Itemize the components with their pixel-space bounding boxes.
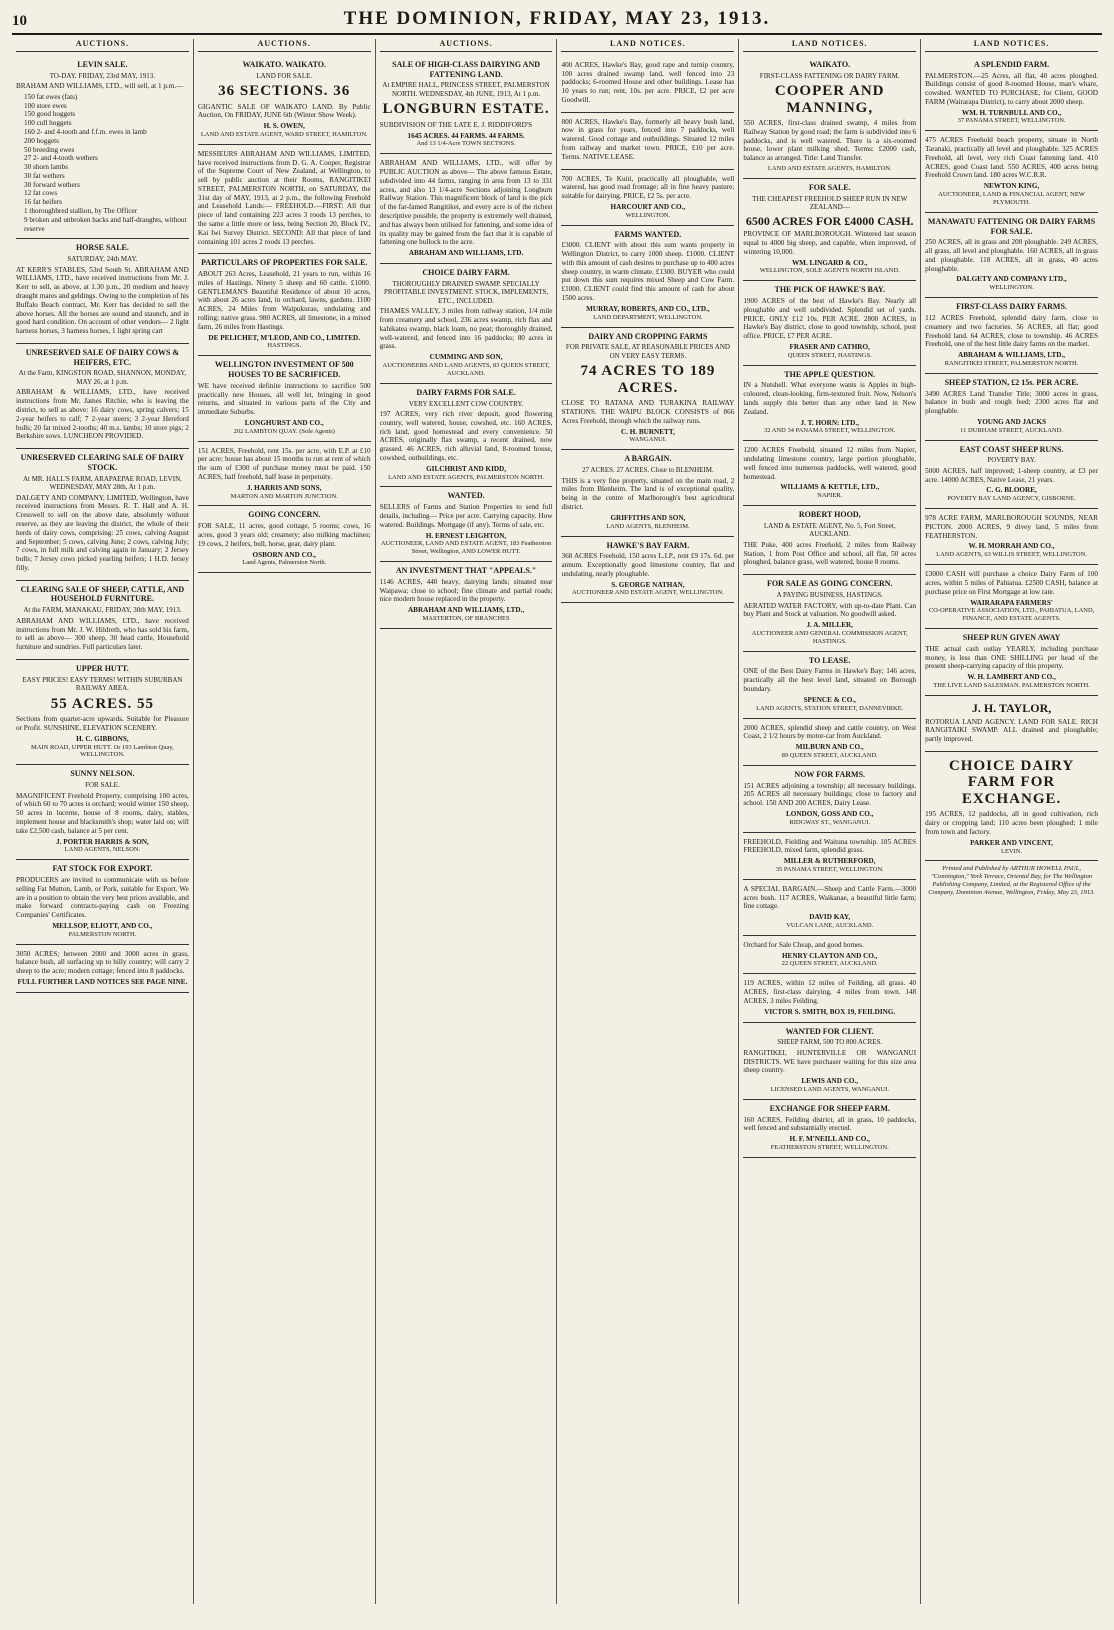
advertiser-address: 32 AND 34 PANAMA STREET, WELLINGTON.: [764, 427, 896, 435]
ad-body: FREEHOLD, Fielding and Waituna township. 185 ACRES FREEHOLD, mixed farm, splendid grass.: [743, 837, 917, 855]
classified-ad: [925, 298, 1098, 374]
advertiser-name: WM. H. TURNBULL AND CO.,: [961, 108, 1062, 117]
ad-body: 368 ACRES Freehold, 150 acres L.I.P., rent £9 17s. 6d. per annum. Exceptionally good limestone country, flat and undulating, nearly ploughable.: [561, 552, 735, 578]
column-header: AUCTIONS.: [16, 39, 189, 52]
ad-heading: GOING CONCERN.: [248, 510, 321, 520]
ad-body: 1200 ACRES Freehold, situated 12 miles from Napier, undulating limestone country, large portion ploughable, well fenced into numerous paddocks, well watered, good homestead.: [743, 446, 917, 481]
advertiser-address: LAND AND ESTATE AGENTS, PALMERSTON NORTH.: [388, 473, 545, 481]
classified-ad: [16, 449, 189, 581]
ad-body: GIGANTIC SALE OF WAIKATO LAND. By Public Auction, On FRIDAY, JUNE 6th (Winter Show Week).: [197, 102, 371, 120]
ad-body: RANGITIKEI, HUNTERVILLE OR WANGANUI DISTRICTS. WE have purchaser waiting for this size area sheep country.: [743, 1048, 917, 1075]
advertiser-name: DE PELICHET, M'LEOD, AND CO., LIMITED.: [208, 333, 361, 342]
classified-ad: [925, 374, 1098, 441]
advertiser-name: C. H. BURNETT,: [620, 427, 675, 436]
ad-body: 250 ACRES, all in grass and 200 ploughable. 249 ACRES, all grass, all level and ploughable. 160 ACRES, all in grass and ploughable. 118 ACRES, all in grass, 40 acres ploughable.: [925, 238, 1098, 273]
ad-item: 12 fat cows: [24, 189, 58, 198]
advertiser-name: J. HARRIS AND SONS,: [246, 483, 322, 492]
classified-ad: [743, 719, 916, 766]
ad-subheading: POVERTY BAY.: [987, 456, 1036, 465]
classified-ad: [16, 581, 189, 660]
advertiser-name: MELLSOP, ELIOTT, AND CO.,: [52, 921, 153, 930]
classified-ad: [16, 344, 189, 449]
advertiser-name: ABRAHAM AND WILLIAMS, LTD.,: [407, 606, 525, 615]
ad-item: 160 2- and 4-tooth and f.f.m. ewes in lamb: [24, 127, 147, 136]
ad-body: IN a Nutshell. What everyone wants is Apples in high-coloured, clean-looking, firm-textured fruit. Now, Nelson's lands supply this better than any other land in New Zealand.: [743, 381, 917, 416]
ad-subheading: SHEEP FARM, 500 TO 800 ACRES.: [777, 1038, 883, 1047]
ad-body: Sections from quarter-acre upwards. Suitable for Pleasure or Profit. SUNSHINE, ELEVATION SCENERY.: [16, 715, 189, 732]
column-2: [194, 39, 376, 1604]
ad-subheading: At EMPIRE HALL, PRINCESS STREET, PALMERSTON NORTH. WEDNESDAY, 4th JUNE, 1913, At 1 p.m.: [382, 81, 550, 98]
ad-heading: SUNNY NELSON.: [70, 769, 135, 779]
advertiser-address: LAND AND ESTATE AGENT, WARD STREET, HAMILTON.: [200, 130, 368, 138]
ad-body: MESSIEURS ABRAHAM AND WILLIAMS, LIMITED, have received instructions from D. G. A. Cooper, Registrar of the Supreme Court of New Zealand, at Wellington, to sell by public auction at their Rooms, RANGITIKEI STREET, PALMERSTON NORTH, on SATURDAY, the 31st day of MAY, 1913, at 2 p.m., the following Freehold and Leasehold Lands:— FREEHOLD.—FIRST: All that piece of land containing 223 acres 3 roods 13 perches, to the same a little more or less, being Section 20, Block IV., Kai Iwi Survey District. SECOND: All that piece of land containing 101 acres 2 roods 13 perches.: [197, 149, 371, 246]
ad-body: WE have received definite instructions to sacrifice 500 practically new Houses, all well let, bringing in good returns, and situated in various parts of the City and immediate Suburbs.: [197, 381, 371, 417]
page-title: THE DOMINION, FRIDAY, MAY 23, 1913.: [343, 7, 771, 29]
ad-body: 3490 ACRES Land Transfer Title; 3000 acres in grass, balance in bush and rough feed; 2300 acres flat and ploughable.: [925, 389, 1098, 416]
ad-heading: SHEEP RUN GIVEN AWAY: [962, 633, 1061, 643]
ad-item: 1 thoroughbred stallion, by The Officer: [24, 206, 138, 215]
advertiser-address: LAND AGENTS, 63 WILLIS STREET, WELLINGTON.: [936, 551, 1087, 559]
ad-body: 151 ACRES, Freehold, rent 15s. per acre, with E.P. at £10 per acre; house has about 15 months to run at rent of which the sum of £300 of purchase money must be paid. 150 ACRES, half freehold, half lease in perpetuity.: [197, 446, 371, 481]
ad-heading: CLEARING SALE OF SHEEP, CATTLE, AND HOUSEHOLD FURNITURE.: [20, 584, 185, 604]
ad-heading: LEVIN SALE.: [77, 59, 128, 69]
advertiser-address: QUEEN STREET, HASTINGS.: [787, 351, 872, 359]
advertiser-address: WELLINGTON.: [989, 284, 1034, 292]
classified-ad: [16, 660, 189, 766]
classified-ad: [16, 945, 189, 993]
ad-body: DALGETY AND COMPANY, LIMITED, Wellington, have received instructions from Messrs. R. T. Hall and A. H. Cresswell to sell on the above date, absolutely without reserve, as they are leaving the district, the whole of their herds of dairy cows, comprising: 25 cows, calving August and September; 5 cows, calving June; 2 cows, calving July; 7 cows, in full milk and calving again in January; 2 Jersey bulls; 7 Jersey cows picked yearling heifers; 1 H.D. Jersey filly.: [16, 493, 189, 572]
column-header: LAND NOTICES.: [925, 39, 1098, 52]
advertiser-name: LONGHURST AND CO.,: [244, 418, 324, 427]
classified-ad: [16, 765, 189, 860]
newspaper-page: [12, 8, 1102, 1608]
ad-heading: WAIKATO. WAIKATO.: [242, 59, 326, 69]
ad-item: 27 2- and 4-tooth wethers: [24, 154, 98, 163]
column-3: [376, 39, 558, 1604]
ad-body: MAGNIFICENT Freehold Property, comprising 100 acres, of which 60 to 70 acres is orchard; would winter 150 sheep, 50 acres in lucerne, house of 8 rooms, dairy, stables, implement house and blacksmith's shop; water laid on; will take £2,500 cash, balance at 5 per cent.: [16, 791, 189, 835]
column-header: LAND NOTICES.: [743, 39, 916, 52]
columns: [12, 39, 1102, 1604]
ad-body: 195 ACRES, 12 paddocks, all in good cultivation, rich dairy or cropping land; 110 acres been ploughed; 1 mile from town and factory.: [925, 810, 1098, 836]
classified-ad: [380, 562, 553, 629]
advertiser-name: ABRAHAM AND WILLIAMS, LTD.: [408, 249, 524, 258]
classified-ad: [198, 356, 371, 441]
classified-ad: [743, 179, 916, 281]
classified-ad: [380, 56, 553, 155]
classified-ad: [198, 506, 371, 573]
classified-ad: [925, 629, 1098, 696]
column-5: [739, 39, 921, 1604]
advertiser-name: FULL FURTHER LAND NOTICES SEE PAGE NINE.: [17, 977, 188, 986]
ad-heading: WANTED FOR CLIENT.: [785, 1026, 874, 1036]
ad-subheading: At the FARM, MANAKAU, FRIDAY, 30th MAY, 1913.: [23, 606, 182, 615]
advertiser-address: VULCAN LANE, AUCKLAND.: [786, 921, 874, 929]
classified-ad: [561, 328, 734, 451]
advertiser-address: LEVIN.: [1000, 847, 1023, 855]
ad-body: 5000 ACRES, half improved; 1-sheep country, at £3 per acre. 14000 ACRES, Native Lease, 21 years.: [925, 466, 1098, 484]
ad-heading: SALE OF HIGH-CLASS DAIRYING AND FATTENING LAND.: [392, 59, 541, 79]
advertiser-address: AUCTIONEER, LAND & FINANCIAL AGENT, NEW PLYMOUTH.: [938, 191, 1085, 206]
advertiser-name: NEWTON KING,: [983, 182, 1040, 191]
ad-body: BRAHAM AND WILLIAMS, LTD., will sell, at 1 p.m.—: [16, 82, 184, 91]
advertiser-name: DALGETY AND COMPANY LTD.,: [956, 275, 1067, 284]
advertiser-name: J. PORTER HARRIS & SON,: [56, 837, 149, 846]
classified-ad: [198, 254, 371, 356]
ad-subheading: SATURDAY, 24th MAY.: [67, 255, 138, 264]
classified-ad: [925, 696, 1098, 752]
advertiser-address: AUCTIONEER AND ESTATE AGENT, WELLINGTON.: [571, 589, 724, 597]
ad-body: AT KERR'S STABLES, 53rd South St. ABRAHAM AND WILLIAMS, LTD., have received instructions from Mr. J. Kerr to sell, as above, at 1.30 p.m., 20 medium and heavy draught mares and geldings. Owing to the completion of his Buffalo Beach contract, Mr. Kerr has decided to sell the above horses. All the horses are sound and staunch, and in good hard condition. On account of other vendors— 2 light harness horses, 3 harness horses, 1 light spring cart: [16, 265, 189, 336]
ad-body: 550 ACRES, first-class drained swamp, 4 miles from Railway Station by good road; the farm is subdivided into 6 paddocks, and is well watered. There is a six-roomed house, lower plant milking shed. Terms: £2000 cash, balance as arranged. Title: Land Transfer.: [743, 119, 917, 163]
classified-ad: [925, 56, 1098, 132]
advertiser-name: HENRY CLAYTON AND CO.,: [781, 951, 878, 960]
ad-body: CLOSE TO RATANA AND TURAKINA RAILWAY STATIONS. THE WAIPU BLOCK CONSISTS of 866 Acres Freehold, through which the railway runs.: [561, 399, 735, 425]
ad-subheading: At MR. HALL'S FARM, ARAPAEPAE ROAD, LEVIN. WEDNESDAY, MAY 28th, At 1 p.m.: [22, 474, 182, 492]
advertiser-name: WILLIAMS & KETTLE, LTD.,: [780, 483, 880, 492]
ad-heading: HORSE SALE.: [75, 243, 129, 253]
ad-display-line: COOPER AND MANNING,: [774, 83, 885, 116]
column-1: [12, 39, 194, 1604]
ad-subheading: FOR SALE.: [85, 781, 120, 790]
advertiser-name: H. C. GIBBONS,: [76, 734, 129, 743]
ad-item: 30 forward wethers: [24, 180, 80, 189]
ad-item: 100 cull hoggets: [24, 119, 72, 128]
advertiser-name: H. S. OWEN,: [263, 122, 305, 131]
classified-ad: [743, 936, 916, 974]
advertiser-name: H. F. M'NEILL AND CO.,: [789, 1135, 870, 1144]
advertiser-name: WAIRARAPA FARMERS': [970, 598, 1053, 607]
ad-heading: FAT STOCK FOR EXPORT.: [52, 864, 153, 874]
ad-item: 30 shorn lambs: [24, 163, 68, 172]
advertiser-name: GRIFFITHS AND SON,: [610, 513, 686, 522]
advertiser-address: AUCTIONEERS AND LAND AGENTS, 83 QUEEN STREET, AUCKLAND.: [382, 361, 550, 377]
ad-heading: WELLINGTON INVESTMENT OF 500 HOUSES TO BE SACRIFICED.: [214, 360, 354, 380]
ad-heading: FOR SALE AS GOING CONCERN.: [766, 579, 893, 589]
ad-body: Orchard for Sale Cheap, and good homes.: [743, 940, 864, 949]
advertiser-name: 1645 ACRES. 44 FARMS. 44 FARMS.: [407, 131, 525, 140]
advertiser-address: AUCTIONEER, LAND AND ESTATE AGENT, 183 Featherston Street, Wellington, AND LOWER HUTT.: [380, 540, 552, 556]
advertiser-address: LAND AND ESTATE AGENTS, HAMILTON.: [767, 164, 892, 172]
classified-ad: [16, 56, 189, 240]
ad-heading: SHEEP STATION, £2 15s. PER ACRE.: [944, 377, 1079, 387]
ad-item: 30 fat wethers: [24, 171, 65, 180]
advertiser-address: LICENSED LAND AGENTS, WANGANUI.: [770, 1085, 889, 1093]
ad-body: FOR SALE, 11 acres, good cottage, 5 rooms; cows, 16 acres, good 3 years old; creamery; also milking machines; 19 cows, 2 heifers, bull, horse, gear, dairy plant.: [197, 522, 371, 548]
ad-body: THAMES VALLEY, 3 miles from railway station, 1/4 mile from creamery and school, 236 acres swamp, rich flax and kahikatea swamp, black loam, no peat; thoroughly drained, well-watered, and fenced into 16 paddocks; 80 acres in grass.: [379, 307, 553, 351]
advertiser-address: Land Agents, Palmerston North.: [242, 559, 327, 567]
classified-ad: [743, 56, 916, 179]
ad-display-line: 74 ACRES TO 189 ACRES.: [580, 363, 716, 396]
advertiser-address: FEATHERSTON STREET, WELLINGTON.: [770, 1143, 889, 1151]
ad-subheading: THE CHEAPEST FREEHOLD SHEEP RUN IN NEW ZEALAND—: [752, 194, 908, 212]
advertiser-name: GILCHRIST AND KIDD,: [426, 464, 507, 473]
classified-ad: [198, 145, 371, 255]
advertiser-name: FRASER AND CATHRO,: [789, 343, 870, 351]
ad-subheading: LAND FOR SALE.: [256, 71, 313, 80]
ad-subheading: FIRST-CLASS FATTENING OR DAIRY FARM.: [759, 71, 900, 80]
advertiser-name: CUMMING AND SON,: [429, 353, 503, 362]
advertiser-address: POVERTY BAY LAND AGENCY, GISBORNE.: [947, 495, 1076, 503]
classified-ad: [561, 226, 734, 328]
ad-body: THIS is a very fine property, situated on the main road, 2 miles from Blenheim. The land is of exceptional quality, being in the centre of Marlborough's best agricultural district.: [561, 476, 735, 512]
ad-body: 112 ACRES Freehold, splendid dairy farm, close to creamery and two factories. 56 ACRES, all flat; good Freehold land. 64 ACRES, close to township. 46 ACRES Freehold, one of the best little dairy farms on the market.: [925, 313, 1098, 349]
advertiser-address: 202 LAMBTON QUAY. (Sole Agents): [233, 427, 335, 435]
ad-body: 978 ACRE FARM, MARLBOROUGH SOUNDS, NEAR PICTON. 2000 ACRES, 9 divey land, 5 miles from FEATHERSTON.: [925, 514, 1098, 540]
ad-price-line: 6500 ACRES FOR £4000 CASH.: [745, 213, 914, 228]
ad-body: PROVINCE OF MARLBOROUGH. Wintered last season equal to 4000 big sheep, and capable, when improved, of wintering 10,000.: [743, 230, 917, 256]
ad-body: PALMERSTON.—25 Acres, all flat, 40 acres ploughed. Buildings consist of good 8-roomed House, man's whare, cowshed. WANTED TO PURCHASE, for Client, GOOD FARM (Wairarapa District), to carry about 2000 sheep.: [925, 71, 1098, 106]
masthead: [12, 8, 1102, 35]
ad-item-list: [24, 93, 189, 234]
advertiser-address: THE LIVE LAND SALESMAN. PALMERSTON NORTH.: [933, 682, 1090, 689]
advertiser-name: SPENCE & CO.,: [803, 695, 856, 704]
ad-body: 197 ACRES, very rich river deposit, good flowering country, well watered, house, cowshed, etc. 160 ACRES, rich land, good homestead and every convenience. 50 ACRES, originally flax swamp, a recent drained, now grassed. 46 ACRES, rich alluvial land, 8-roomed house, cowshed, outbuildings, etc.: [379, 410, 553, 462]
advertiser-address: WANGANUI.: [629, 436, 667, 444]
classified-ad: [743, 575, 916, 651]
classified-ad: [925, 441, 1098, 510]
ad-body: AERATED WATER FACTORY, with up-to-date Plant. Can buy Plant and Stock at valuation. No goodwill asked.: [743, 601, 917, 619]
advertiser-address: LAND DEPARTMENT, WELLINGTON.: [593, 313, 703, 321]
ad-body: £3000. CLIENT with about this sum wants property in Wellington District, to carry 1000 sheep. £1000. CLIENT with this amount of cash desires to purchase up to 400 acres sheep country, in warm climate. £1300. BUYER who could put down this sum requires mixed Sheep and Cow Farm. £1000. CLIENT could find this amount of cash for about 1500 acres.: [561, 241, 735, 303]
ad-display-name: J. H. TAYLOR,: [971, 700, 1052, 715]
ad-item: 50 breeding ewes: [24, 145, 75, 154]
classified-ad: [743, 441, 916, 506]
advertiser-name: LONDON, GOSS AND CO.,: [785, 809, 874, 818]
classified-ad: [380, 384, 553, 488]
ad-body: PRODUCERS are invited to communicate with us before selling Fat Mutton, Lamb, or Pork, suitable for Export. We are in a position to obtain the very best prices available, and make forward contracts-paying cash on Freezing Companies' Certificates.: [16, 875, 189, 920]
advertiser-address: MAIN ROAD, UPPER HUTT. Or 193 Lambton Quay, WELLINGTON.: [31, 743, 174, 759]
advertiser-name: DAVID KAY,: [809, 913, 851, 922]
advertiser-name: LEWIS AND CO.,: [801, 1077, 859, 1086]
advertiser-address: MARTON AND MARTON JUNCTION.: [230, 492, 338, 500]
classified-ad: [743, 1023, 916, 1100]
ad-heading: FOR SALE.: [808, 182, 851, 192]
ad-subheading: FOR PRIVATE SALE, AT REASONABLE PRICES AND ON VERY EASY TERMS.: [565, 343, 730, 360]
advertiser-address: WELLINGTON.: [625, 211, 671, 219]
ad-heading: HAWKE'S BAY FARM.: [606, 540, 690, 550]
classified-ad: [925, 565, 1098, 629]
ad-display-line: LONGBURN ESTATE.: [382, 101, 550, 118]
advertiser-address: AUCTIONEER AND GENERAL COMMISSION AGENT, HASTINGS.: [751, 629, 908, 645]
ad-heading: FARMS WANTED.: [614, 229, 682, 239]
advertiser-address: 89 QUEEN STREET, AUCKLAND.: [781, 751, 878, 759]
classified-ad: [743, 833, 916, 880]
classified-ad: [380, 154, 553, 264]
advertiser-name: J. T. HORN: LTD.,: [800, 418, 859, 427]
ad-body: 700 ACRES, Te Kuiti, practically all ploughable, well watered, has good road frontage; all in fine heavy pasture; suitable for dairying. PRICE, £2 5s. per acre.: [561, 174, 735, 201]
ad-body: ABRAHAM AND WILLIAMS, LTD., will offer by PUBLIC AUCTION as above— The above famous Estate, subdivided into 44 farms, ranging in area from 13 to 331 acres, and also 13 1/4-acre Sections adjoining Longburn Railway Station. This magnificent block of land is the pick of the far-famed Rangitikei, and every acre is of the richest descriptive possible, the property is extremely well drained, and has always been utilised for fattening, and some idea of its quality may be gained from the fact that it is capable of fattening one bullock to the acre.: [379, 159, 553, 247]
advertiser-name: OSBORN AND CO.,: [252, 550, 316, 559]
advertiser-name: WM. LINGARD & CO.,: [791, 258, 868, 267]
ad-subheading: At the Farm, KINGSTON ROAD, SHANNON, MONDAY, MAY 26, at 1 p.m.: [18, 369, 187, 386]
advertiser-name: H. ERNEST LEIGHTON,: [425, 531, 507, 540]
column-4: [557, 39, 739, 1604]
imprint-line: Printed and Published by ARTHUR HOWELL PAUL, "Connington," York Terrace, Oriental Bay, for The Wellington Publishing Company, Limited, at the Registered Office of the Company, Dominion Avenue, Wellington, Friday, May 23, 1913.: [928, 865, 1095, 897]
ad-item: 150 fat ewes (fats): [24, 92, 78, 101]
ad-heading: WAIKATO.: [809, 59, 851, 69]
classified-ad: [743, 506, 916, 575]
advertiser-address: 37 PANAMA STREET, WELLINGTON.: [957, 117, 1066, 125]
page-number: 10: [12, 12, 27, 29]
classified-ad: [380, 487, 553, 562]
advertiser-name: W. H. MORRAH AND CO.,: [968, 542, 1055, 551]
advertiser-address: LAND AGENTS, STATION STREET, DANNEVIRKE.: [756, 704, 904, 712]
ad-subheading: A PAYING BUSINESS, HASTINGS.: [776, 591, 883, 600]
advertiser-address: 11 DURHAM STREET, AUCKLAND.: [960, 426, 1063, 434]
ad-heading: A SPLENDID FARM.: [973, 59, 1050, 69]
classified-ad: [561, 113, 734, 170]
ad-subheading: VERY EXCELLENT COW COUNTRY.: [408, 399, 524, 408]
column-header: AUCTIONS.: [198, 39, 371, 52]
advertiser-name: MILBURN AND CO.,: [795, 743, 864, 752]
advertiser-address: PALMERSTON NORTH.: [68, 930, 137, 938]
ad-display-line: 55 ACRES. 55: [50, 695, 155, 712]
ad-subheading: LAND & ESTATE AGENT, No. 5, Fort Street, AUCKLAND.: [763, 521, 896, 539]
ad-item: 100 store ewes: [24, 101, 67, 110]
ad-subheading: THOROUGHLY DRAINED SWAMP. SPECIALLY PROFITABLE INVESTMENT. STOCK, IMPLEMENTS, ETC., INCLUDED.: [384, 279, 549, 305]
classified-ad: [198, 442, 371, 507]
ad-body: A SPECIAL BARGAIN.—Sheep and Cattle Farm.—3000 acres bush. 117 ACRES, Waikanae, a beautiful little farm; fine cottage.: [743, 884, 917, 911]
ad-body: 475 ACRES Freehold beach property, situate in North Taranaki, practically all level and ploughable. 325 ACRES Freehold, all level, very rich Coast fattening land. 410 ACRES, good Coast land. 550 ACRES, 400 acres being Freehold Crown land. 180 acres W.C.R.R.: [925, 136, 1098, 180]
ad-heading: EAST COAST SHEEP RUNS.: [959, 444, 1064, 454]
classified-ad: [925, 509, 1098, 565]
advertiser-address: NAPIER.: [817, 492, 843, 500]
advertiser-name: VICTOR S. SMITH, BOX 19, FEILDING.: [764, 1007, 896, 1016]
classified-ad: [561, 537, 734, 604]
classified-ad: [561, 170, 734, 226]
ad-body: THE Puke, 400 acres Freehold, 2 miles from Railway Station, 1 from Post Office and school, all flat, 50 acres ploughed, balance grass, well watered, house 8 rooms.: [743, 540, 917, 567]
advertiser-address: RANGITIKEI STREET, PALMERSTON NORTH.: [944, 359, 1079, 367]
classified-ad: [16, 860, 189, 944]
ad-subheading: EASY PRICES! EASY TERMS! WITHIN SUBURBAN RAILWAY AREA.: [22, 675, 183, 693]
ad-subheading: 27 ACRES. 27 ACRES. Close to BLENHEIM.: [582, 466, 714, 475]
ad-subheading: TO-DAY. FRIDAY, 23rd MAY, 1913.: [49, 71, 156, 80]
classified-ad: [16, 239, 189, 344]
ad-body: SUBDIVISION OF THE LATE E. J. RIDDIFORD'S: [379, 120, 533, 129]
ad-heading: DAIRY AND CROPPING FARMS: [588, 331, 708, 341]
advertiser-name: C. G. BLOORE,: [986, 486, 1037, 495]
classified-ad: [925, 131, 1098, 213]
advertiser-address: LAND AGENTS, BLENHEIM.: [606, 522, 690, 530]
advertiser-address: CO-OPERATIVE ASSOCIATION, LTD., PAHIATUA, LAND, FINANCE, AND ESTATE AGENTS.: [928, 607, 1095, 623]
classified-ad: [743, 880, 916, 936]
ad-item: 16 fat heifers: [24, 198, 62, 207]
ad-item: 200 hoggets: [24, 136, 59, 145]
advertiser-name: ABRAHAM & WILLIAMS, LTD.,: [958, 351, 1066, 360]
ad-body: 2000 ACRES, splendid sheep and cattle country, on West Coast, 2 1/2 hours by motor-car from Auckland.: [743, 723, 917, 741]
ad-heading: DAIRY FARMS FOR SALE.: [416, 387, 516, 397]
ad-body: £3000 CASH will purchase a choice Dairy Farm of 100 acres, within 5 miles of Pahiatua. £2500 CASH, balance at purchase price on First Mortgage at low rate.: [925, 570, 1098, 596]
ad-body: ONE of the Best Dairy Farms in Hawke's Bay; 146 acres, practically all the best level land, situated on Borough boundary.: [743, 667, 917, 694]
ad-heading: WANTED.: [447, 491, 485, 501]
advertiser-name: MILLER & RUTHERFORD,: [783, 857, 876, 866]
ad-heading: A BARGAIN.: [624, 454, 672, 464]
classified-ad: [198, 56, 371, 145]
ad-heading: PARTICULARS OF PROPERTIES FOR SALE.: [201, 258, 368, 268]
column-6: [921, 39, 1102, 1604]
ad-heading: AN INVESTMENT THAT "APPEALS.": [395, 566, 537, 576]
advertiser-address: WELLINGTON, SOLE AGENTS NORTH ISLAND.: [759, 267, 900, 275]
advertiser-address: HASTINGS.: [267, 342, 302, 350]
classified-ad: [743, 766, 916, 833]
column-header: AUCTIONS.: [380, 39, 553, 52]
ad-heading: EXCHANGE FOR SHEEP FARM.: [769, 1103, 890, 1113]
classified-ad: [743, 366, 916, 442]
advertiser-name: W. H. LAMBERT AND CO.,: [967, 673, 1056, 682]
ad-body: ABRAHAM AND WILLIAMS, LTD., have received instructions from Mr. J. W. Hildreth, who has sold his farm, to sell as above— 300 sheep, 30 head cattle, Household furniture and sundries. Full particulars later.: [16, 616, 189, 652]
advertiser-address: MASTERTON, OF BRANCHES: [422, 615, 510, 623]
classified-ad: [925, 213, 1098, 298]
ad-body: 800 ACRES, Hawke's Bay, formerly all heavy bush land, now in grass for years, fenced into 7 paddocks, well watered. Good cottage and outbuildings. Situated 12 miles from railway and market town. PRICE, £10 per acre. Terms. NATIVE LEASE.: [561, 117, 735, 161]
classified-ad: [925, 752, 1098, 862]
classified-ad: [561, 56, 734, 113]
ad-body: 119 ACRES, within 12 miles of Feilding, all grass. 40 ACRES, first-class dairying, 4 miles from town. 148 ACRES, 3 miles Feilding.: [743, 979, 917, 1005]
advertiser-address: RIDGWAY ST., WANGANUI.: [789, 818, 871, 826]
ad-item: 9 broken and unbroken hacks and half-draughts, without reserve: [24, 215, 187, 233]
classified-ad: [561, 450, 734, 536]
ad-body: ROTORUA LAND AGENCY. LAND FOR SALE. RICH RANGITAIKI SWAMP. ALL drained and ploughable; partly improved.: [925, 717, 1098, 744]
ad-body: 1146 ACRES, 440 heavy, dairying lands; situated near Waipawa; close to school; fine climate and partial roads; nice modern house replaced in the property.: [379, 577, 553, 604]
ad-heading: MANAWATU FATTENING OR DAIRY FARMS FOR SALE.: [927, 216, 1096, 236]
classified-ad: [743, 281, 916, 365]
advertiser-name: YOUNG AND JACKS: [977, 417, 1047, 426]
advertiser-name: PARKER AND VINCENT,: [970, 838, 1053, 847]
ad-heading: TO LEASE.: [808, 655, 851, 665]
classified-ad: [743, 1100, 916, 1158]
ad-body: 3050 ACRES; between 2000 and 3000 acres in grass, balance bush, all surfacing up to hilly country; will carry 2 sheep to the acre; modern cottage; fenced into 8 paddocks.: [16, 949, 189, 976]
advertiser-address: 35 PANAMA STREET, WELLINGTON.: [775, 865, 884, 873]
ad-heading: UNRESERVED CLEARING SALE OF DAIRY STOCK.: [20, 453, 185, 472]
advertiser-address: And 13 1/4-Acre TOWN SECTIONS.: [416, 140, 516, 148]
classified-ad: [743, 652, 916, 719]
ad-body: THE actual cash outlay YEARLY, including purchase money, is less than ONE SHILLING per head of the present sheep-carrying capacity of this property.: [925, 644, 1098, 671]
ad-heading: UNRESERVED SALE OF DAIRY COWS & HEIFERS, ETC.: [25, 347, 180, 367]
ad-body: 1900 ACRES of the best of Hawke's Bay. Nearly all ploughable and well subdivided. Splendid set of yards. PRICE, ONLY £12 10s. PER ACRE. 2800 ACRES, in Hawke's Bay district, close to good township, school, post office. PRICE, £7 PER ACRE.: [743, 297, 917, 341]
column-header: LAND NOTICES.: [561, 39, 734, 52]
ad-body: 160 ACRES, Feilding district, all in grass, 10 paddocks, well fenced and substantially erected.: [743, 1115, 917, 1133]
ad-body: SELLERS of Farms and Station Properties to send full details, including— Price per acre. Carrying capacity. How watered. Buildings. Mortgage (if any). Terms of sale, etc.: [379, 503, 553, 529]
ad-heading: CHOICE DAIRY FARM.: [422, 267, 510, 277]
advertiser-address: LAND AGENTS, NELSON.: [64, 846, 141, 854]
ad-heading: THE PICK OF HAWKE'S BAY.: [774, 285, 885, 295]
ad-heading: NOW FOR FARMS.: [794, 769, 866, 779]
ad-display-line: 36 SECTIONS. 36: [218, 83, 351, 100]
ad-body: 151 ACRES adjoining a township; all necessary buildings. 205 ACRES all necessary buildings; close to factory and school. 150 AND 200 ACRES, Dairy Lease.: [743, 781, 917, 808]
advertiser-name: HARCOURT AND CO.,: [610, 202, 686, 211]
ad-body: 400 ACRES, Hawke's Bay, good rape and turnip country, 100 acres drained swamp land, well fenced into 23 paddocks; 6-roomed House and other buildings. Lease has 10 years to run; rent, 10s. per acre. PRICE, £2 per acre Goodwill.: [561, 60, 735, 104]
ad-heading: ROBERT HOOD,: [798, 510, 861, 520]
advertiser-name: S. GEORGE NATHAN,: [611, 580, 685, 589]
ad-heading: THE APPLE QUESTION.: [784, 369, 876, 379]
advertiser-name: J. A. MILLER,: [806, 621, 853, 630]
advertiser-name: MURRAY, ROBERTS, AND CO., LTD.,: [586, 304, 710, 313]
ad-heading: FIRST-CLASS DAIRY FARMS.: [956, 302, 1067, 312]
ad-body: ABOUT 263 Acres, Leasehold, 21 years to run, within 16 miles of Hastings. Ninety 5 sheep and 60 cattle. £1000. GENTLEMAN'S Beautiful Residence of about 10 acres, with about 26 acres land, in orchard, lawns, gardens. 1100 ACRES, 24 Miles from Waipukurau, undulating and rolling; native grass. 980 ACRES, all limestone, in a mixed farm, 26 miles from Hastings.: [197, 270, 371, 331]
ad-item: 150 good hoggets: [24, 110, 76, 119]
classified-ad: [380, 264, 553, 384]
ad-heading: UPPER HUTT.: [76, 663, 129, 673]
ad-body: ABRAHAM & WILLIAMS, LTD., have received instructions from Mr. James Ritchie, who is leaving the district, to sell as above: 16 dairy cows, spring calvers; 15 2-year heifers to calf; 7 2-year steers; 3 2-year Hereford bulls; 20 fat mixed 2-tooths; 40 m.s. lambs; 10 store pigs; 2 Berkshire sows. LUNCHEON PROVIDED.: [16, 388, 189, 441]
classified-ad: [743, 974, 916, 1022]
advertiser-address: 22 QUEEN STREET, AUCKLAND.: [781, 960, 878, 968]
ad-display-line: CHOICE DAIRY FARM FOR EXCHANGE.: [948, 757, 1075, 807]
